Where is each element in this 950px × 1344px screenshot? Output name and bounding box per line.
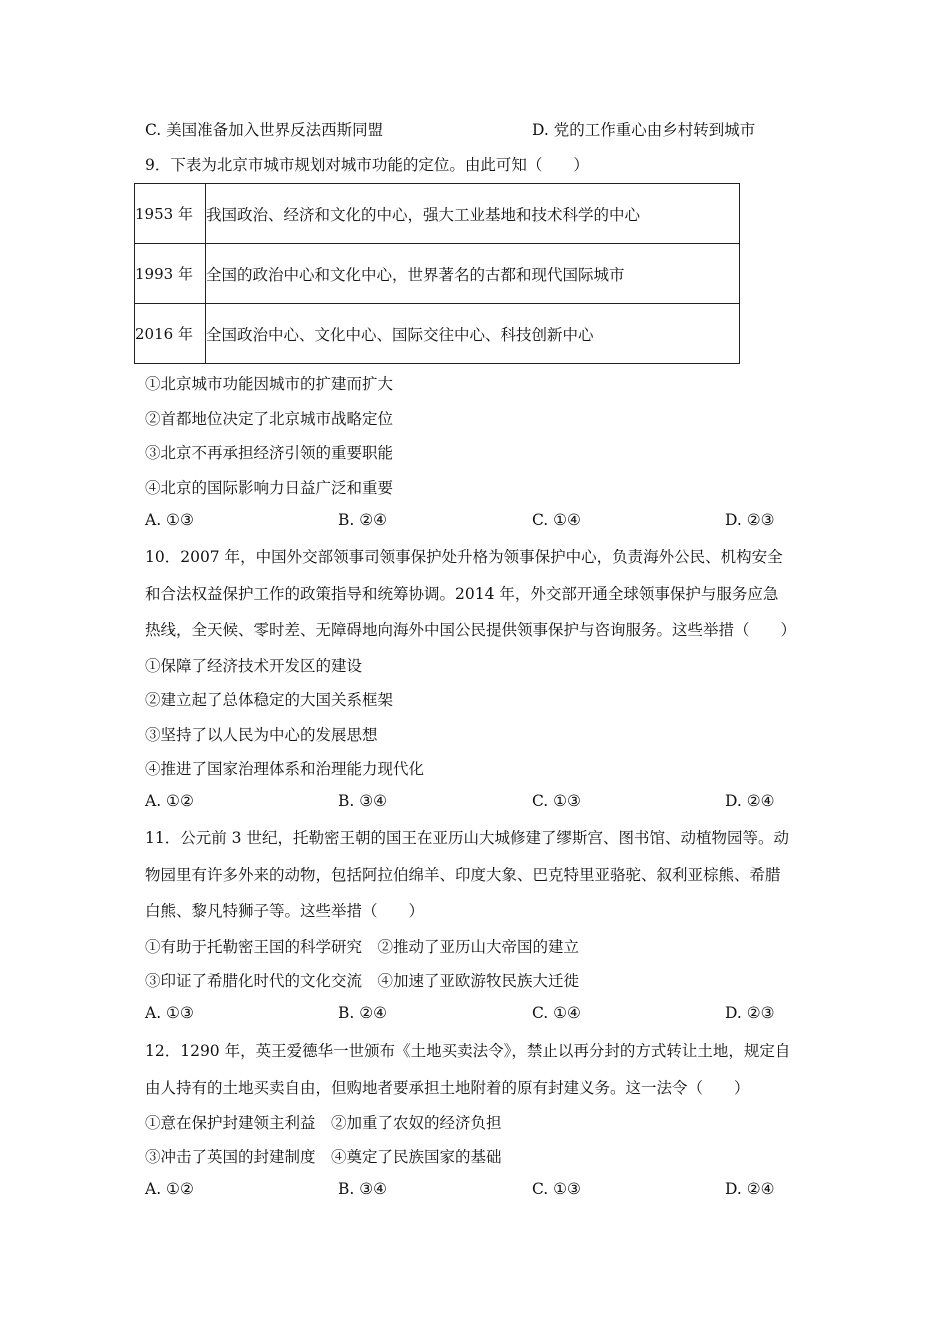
option-b: B. ③④ — [338, 792, 388, 810]
table-row — [135, 184, 740, 244]
table-desc-cell: 我国政治、经济和文化的中心，强大工业基地和技术科学的中心 — [206, 184, 740, 244]
table-year-cell: 1953 年 — [135, 184, 206, 244]
q11-stem-line: 物园里有许多外来的动物，包括阿拉伯绵羊、印度大象、巴克特里亚骆驼、叙利亚棕熊、希腊 — [145, 866, 781, 884]
table-year-cell: 2016 年 — [135, 304, 206, 364]
q10-item: ③坚持了以人民为中心的发展思想 — [145, 726, 378, 744]
q10-item: ①保障了经济技术开发区的建设 — [145, 657, 363, 675]
q11-item: ③印证了希腊化时代的文化交流 ④加速了亚欧游牧民族大迁徙 — [145, 972, 580, 990]
q11-item: ①有助于托勒密王国的科学研究 ②推动了亚历山大帝国的建立 — [145, 938, 580, 956]
q11-stem-line: 白熊、黎凡特狮子等。这些举措（ ） — [145, 902, 425, 920]
q10-stem-line: 和合法权益保护工作的政策指导和统筹协调。2014 年，外交部开通全球领事保护与服务应急 — [145, 585, 779, 603]
option-a: A. ①② — [145, 792, 194, 810]
q9-table — [134, 183, 740, 364]
q8-option-d: D. 党的工作重心由乡村转到城市 — [532, 121, 756, 139]
table-desc-cell: 全国的政治中心和文化中心，世界著名的古都和现代国际城市 — [206, 244, 740, 304]
option-d: D. ②④ — [725, 1180, 775, 1198]
table-row — [135, 304, 740, 364]
option-c: C. ①③ — [532, 1180, 581, 1198]
option-c: C. ①④ — [532, 511, 581, 529]
q10-stem-line: 热线，全天候、零时差、无障碍地向海外中国公民提供领事保护与咨询服务。这些举措（ ） — [145, 621, 797, 639]
q9-item: ①北京城市功能因城市的扩建而扩大 — [145, 375, 394, 393]
q9-item: ②首都地位决定了北京城市战略定位 — [145, 410, 394, 428]
option-a: A. ①③ — [145, 1004, 194, 1022]
q10-stem-line: 10．2007 年，中国外交部领事司领事保护处升格为领事保护中心，负责海外公民、机构安全 — [145, 548, 783, 566]
table-desc-cell: 全国政治中心、文化中心、国际交往中心、科技创新中心 — [206, 304, 740, 364]
q9-item: ③北京不再承担经济引领的重要职能 — [145, 444, 394, 462]
option-b: B. ②④ — [338, 1004, 388, 1022]
q9-item: ④北京的国际影响力日益广泛和重要 — [145, 479, 394, 497]
q12-item: ①意在保护封建领主利益 ②加重了农奴的经济负担 — [145, 1114, 502, 1132]
q10-item: ④推进了国家治理体系和治理能力现代化 — [145, 760, 425, 778]
option-c: C. ①④ — [532, 1004, 581, 1022]
q12-stem-line: 由人持有的土地买卖自由，但购地者要承担土地附着的原有封建义务。这一法令（ ） — [145, 1079, 750, 1097]
table-row — [135, 244, 740, 304]
q10-item: ②建立起了总体稳定的大国关系框架 — [145, 691, 394, 709]
option-c: C. ①③ — [532, 792, 581, 810]
q9-stem: 9．下表为北京市城市规划对城市功能的定位。由此可知（ ） — [145, 156, 589, 174]
option-b: B. ②④ — [338, 511, 388, 529]
q12-item: ③冲击了英国的封建制度 ④奠定了民族国家的基础 — [145, 1148, 502, 1166]
q8-option-c: C. 美国准备加入世界反法西斯同盟 — [145, 121, 384, 139]
option-d: D. ②④ — [725, 792, 775, 810]
q12-stem-line: 12．1290 年，英王爱德华一世颁布《土地买卖法令》，禁止以再分封的方式转让土地，规定自 — [145, 1042, 791, 1060]
option-a: A. ①③ — [145, 511, 194, 529]
option-d: D. ②③ — [725, 511, 775, 529]
q11-stem-line: 11．公元前 3 世纪，托勒密王朝的国王在亚历山大城修建了缪斯宫、图书馆、动植物园等。动 — [145, 829, 789, 847]
option-b: B. ③④ — [338, 1180, 388, 1198]
option-a: A. ①② — [145, 1180, 194, 1198]
option-d: D. ②③ — [725, 1004, 775, 1022]
table-year-cell: 1993 年 — [135, 244, 206, 304]
